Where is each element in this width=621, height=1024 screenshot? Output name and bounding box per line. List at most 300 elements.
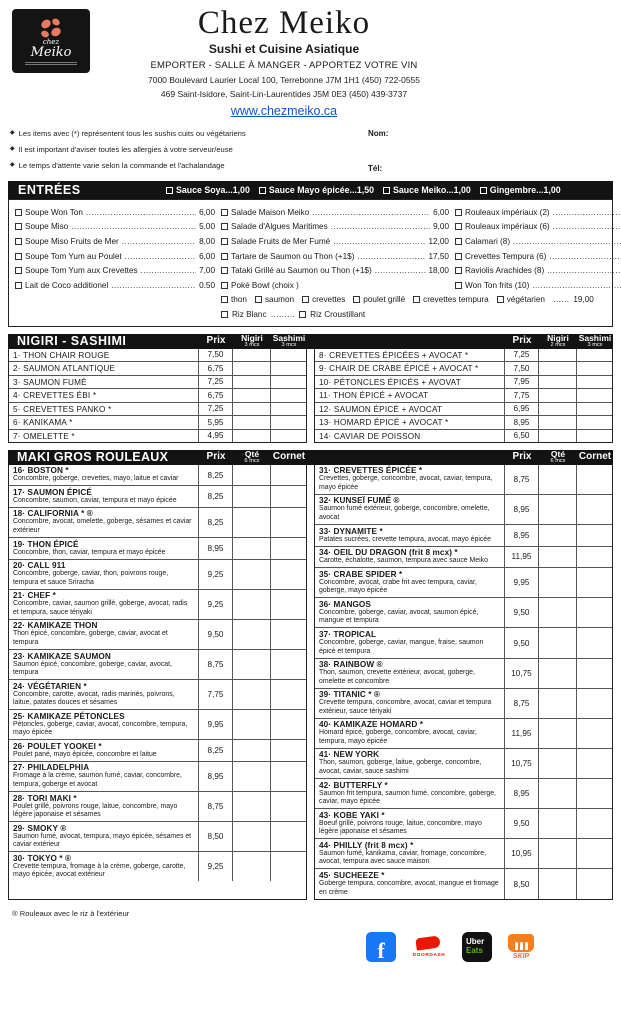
dot-leader xyxy=(547,266,621,275)
item-name: thon xyxy=(231,295,247,305)
qty-cell[interactable] xyxy=(576,389,612,402)
qty-cell[interactable] xyxy=(538,809,576,838)
cornet-cell[interactable] xyxy=(270,740,306,761)
qty-cell[interactable] xyxy=(538,568,576,597)
column-header xyxy=(233,450,271,465)
bullet-icon: ◆ xyxy=(10,146,15,152)
qty-cell[interactable] xyxy=(538,403,576,416)
item-cell xyxy=(315,598,504,627)
cornet-cell[interactable] xyxy=(576,465,612,494)
col-label: Qté xyxy=(550,449,566,460)
checkbox-icon[interactable] xyxy=(455,267,462,274)
qty-cell[interactable] xyxy=(232,465,270,486)
qty-cell[interactable] xyxy=(538,659,576,688)
cornet-cell[interactable] xyxy=(576,749,612,778)
cornet-cell[interactable] xyxy=(270,680,306,709)
checkbox-icon[interactable] xyxy=(455,209,462,216)
table-row xyxy=(315,465,612,494)
list-item xyxy=(15,249,215,264)
item-price: 10,75 xyxy=(504,659,538,688)
col-sublabel: 6 mcx xyxy=(244,457,260,464)
item-cell xyxy=(9,792,198,821)
checkbox-icon[interactable] xyxy=(221,223,228,230)
item-name: 43· KOBE YAKI * xyxy=(319,810,385,820)
item-name: 6· KANIKAMA * xyxy=(13,418,73,428)
column-header xyxy=(539,450,577,465)
qty-cell[interactable] xyxy=(538,749,576,778)
cornet-cell[interactable] xyxy=(270,538,306,559)
checkbox-icon[interactable] xyxy=(221,311,228,318)
item-name: 20· CALL 911 xyxy=(13,561,66,571)
item-cell xyxy=(315,495,504,524)
cornet-cell[interactable] xyxy=(270,792,306,821)
nigiri-table-left xyxy=(8,349,307,444)
sauce-option xyxy=(480,185,561,195)
list-item xyxy=(455,205,621,220)
list-item xyxy=(221,263,449,278)
col-label: Cornet xyxy=(272,451,306,463)
item-desc: Concombre, goberge, caviar, avocat, saumon épicé, mangue et tempura xyxy=(319,608,479,625)
item-price: 9,25 xyxy=(198,560,232,589)
qty-cell[interactable] xyxy=(538,389,576,402)
notes-section xyxy=(10,129,613,177)
checkbox-icon[interactable] xyxy=(166,187,173,194)
qty-cell[interactable] xyxy=(270,389,306,402)
notes-list xyxy=(10,129,340,177)
col-sublabel: 3 mcx xyxy=(587,341,603,348)
dot-leader xyxy=(71,222,196,231)
qty-cell[interactable] xyxy=(538,416,576,429)
table-row xyxy=(315,567,612,597)
cornet-cell[interactable] xyxy=(270,822,306,851)
table-row xyxy=(315,688,612,718)
item-price: 9,50 xyxy=(504,628,538,657)
qty-cell[interactable] xyxy=(270,362,306,375)
item-desc: Thon épicé, concombre, goberge, caviar, avocat et tempura xyxy=(13,630,168,646)
item-name: 26· POULET YOOKEI * xyxy=(13,741,102,751)
qty-cell[interactable] xyxy=(538,779,576,808)
qty-cell[interactable] xyxy=(270,376,306,389)
table-row xyxy=(9,821,306,851)
cornet-cell[interactable] xyxy=(576,779,612,808)
cornet-cell[interactable] xyxy=(270,710,306,739)
item-price: 5,00 xyxy=(199,222,215,232)
maki-section xyxy=(8,450,613,900)
cornet-cell[interactable] xyxy=(270,650,306,679)
table-row xyxy=(315,838,612,868)
item-price: 8,95 xyxy=(504,779,538,808)
item-price: 8,25 xyxy=(198,508,232,537)
item-desc: Saumon frit tempura, saumon fumé, concombre, goberge, caviar, mayo épicée xyxy=(319,789,496,806)
checkbox-icon[interactable] xyxy=(455,223,462,230)
entrees-column xyxy=(15,205,215,293)
cornet-cell[interactable] xyxy=(576,598,612,627)
item-price: 9,95 xyxy=(504,568,538,597)
item-name: Salade d'Algues Maritimes xyxy=(231,222,328,232)
item-name: 1· THON CHAIR ROUGE xyxy=(13,350,110,360)
checkbox-icon[interactable] xyxy=(455,238,462,245)
table-row xyxy=(315,361,612,375)
item-cell xyxy=(315,779,504,808)
table-row xyxy=(315,415,612,429)
facebook-icon[interactable]: f xyxy=(366,932,396,962)
col-label: Prix xyxy=(512,334,532,346)
qty-cell[interactable] xyxy=(232,416,270,429)
item-price: 11,95 xyxy=(504,547,538,568)
poke-choice xyxy=(255,295,294,304)
item-price: 6,75 xyxy=(198,362,232,375)
item-name: Tartare de Saumon ou Thon (+1$) xyxy=(231,251,355,261)
item-desc: Crevette tempura, concombre, avocat, caviar et tempura extérieur, sauce tériyaki xyxy=(319,699,492,715)
restaurant-logo xyxy=(12,9,90,73)
website-link[interactable]: www.chezmeiko.ca xyxy=(230,104,338,119)
item-price: 17,50 xyxy=(428,251,449,261)
checkbox-icon[interactable] xyxy=(221,267,228,274)
item-name: Rouleaux impériaux (6) xyxy=(465,222,550,232)
item-cell xyxy=(9,740,198,761)
item-price: 8,00 xyxy=(199,236,215,246)
sauce-label: Sauce Soya...1,00 xyxy=(176,185,250,195)
item-price: 6,00 xyxy=(433,207,449,217)
checkbox-icon[interactable] xyxy=(221,238,228,245)
qty-cell[interactable] xyxy=(538,869,576,898)
logo-chez-text: chez xyxy=(42,38,60,46)
item-cell xyxy=(9,680,198,709)
qty-cell[interactable] xyxy=(232,486,270,507)
item-cell xyxy=(9,590,198,619)
item-price: 0.50 xyxy=(199,280,215,290)
item-desc: Concombre, caviar, saumon grillé, goberge, avocat, radis et tempura, sauce tériyaki xyxy=(13,600,188,616)
table-row xyxy=(9,619,306,649)
checkbox-icon[interactable] xyxy=(353,296,360,303)
checkbox-icon[interactable] xyxy=(299,311,306,318)
table-row xyxy=(9,649,306,679)
item-desc: Concombre, avocat, omelette, goberge, sésames et caviar extérieur xyxy=(13,518,192,534)
item-name: 13· HOMARD ÉPICÉ + AVOCAT * xyxy=(319,418,449,428)
poke-bowl-choices xyxy=(221,293,621,308)
qty-cell[interactable] xyxy=(538,362,576,375)
item-name: 33· DYNAMITE * xyxy=(319,526,383,536)
table-row xyxy=(315,494,612,524)
dot-leader xyxy=(549,252,621,261)
cornet-cell[interactable] xyxy=(576,869,612,898)
address-line-2: 469 Saint-Isidore, Saint-Lin-Laurentides J5M 0E3 (450) 439-3737 xyxy=(160,89,408,100)
ubereats-icon[interactable]: Uber Eats xyxy=(462,932,492,962)
qty-cell[interactable] xyxy=(232,740,270,761)
item-name: 30· TOKYO * ® xyxy=(13,853,72,863)
cornet-cell[interactable] xyxy=(576,809,612,838)
column-header xyxy=(505,334,539,349)
qty-cell[interactable] xyxy=(270,403,306,416)
sauce-label: Sauce Mayo épicée...1,50 xyxy=(268,185,374,195)
qty-cell[interactable] xyxy=(576,430,612,443)
dot-leader: …… xyxy=(552,295,570,305)
entrees-header-bar xyxy=(8,181,613,199)
checkbox-icon[interactable] xyxy=(259,187,266,194)
item-name: 16· BOSTON * xyxy=(13,466,69,476)
qty-cell[interactable] xyxy=(232,852,270,881)
checkbox-icon[interactable] xyxy=(221,296,228,303)
checkbox-icon[interactable] xyxy=(15,223,22,230)
qty-cell[interactable] xyxy=(232,710,270,739)
table-row xyxy=(9,375,306,389)
item-cell xyxy=(315,628,504,657)
dot-leader xyxy=(333,237,425,246)
col-sublabel: 2 mcx xyxy=(550,341,566,348)
item-cell xyxy=(315,719,504,748)
item-name: saumon xyxy=(264,295,295,305)
item-cell xyxy=(315,689,504,718)
cornet-cell[interactable] xyxy=(270,762,306,791)
item-cell xyxy=(9,852,198,881)
item-name: 25· KAMIKAZE PÉTONCLES xyxy=(13,711,125,721)
item-name: 40· KAMIKAZE HOMARD * xyxy=(319,720,423,730)
qty-cell[interactable] xyxy=(232,362,270,375)
column-header xyxy=(271,450,307,465)
address-line-1: 7000 Boulevard Laurier Local 100, Terrebonne J7M 1H1 (450) 722-0555 xyxy=(147,75,421,86)
cornet-cell[interactable] xyxy=(576,839,612,868)
table-row xyxy=(9,507,306,537)
dot-leader xyxy=(312,208,430,217)
qty-cell[interactable] xyxy=(232,590,270,619)
item-price: 8,50 xyxy=(198,822,232,851)
checkbox-icon[interactable] xyxy=(15,267,22,274)
item-name: 19· THON ÉPICÉ xyxy=(13,539,79,549)
list-item xyxy=(455,278,621,293)
table-row xyxy=(9,415,306,429)
qty-cell[interactable] xyxy=(576,376,612,389)
brand-subtitle: Sushi et Cuisine Asiatique xyxy=(208,42,360,57)
table-row xyxy=(9,361,306,375)
cornet-cell[interactable] xyxy=(270,620,306,649)
qty-cell[interactable] xyxy=(232,650,270,679)
qty-cell[interactable] xyxy=(538,839,576,868)
cornet-cell[interactable] xyxy=(270,508,306,537)
item-desc: Crevette tempura, fromage à la crème, goberge, carotte, mayo épicée, avocat extérieur xyxy=(13,862,186,879)
qty-cell[interactable] xyxy=(538,495,576,524)
qty-cell[interactable] xyxy=(538,598,576,627)
list-item xyxy=(455,249,621,264)
nigiri-table-right xyxy=(314,349,613,444)
qty-cell[interactable] xyxy=(538,430,576,443)
list-item xyxy=(15,278,215,293)
checkbox-icon[interactable] xyxy=(413,296,420,303)
item-desc: Thon, saumon, crevette extérieur, avocat, goberge, omelette et concombre xyxy=(319,669,475,685)
item-name: Tataki Grillé au Saumon ou Thon (+1$) xyxy=(231,266,372,276)
cornet-cell[interactable] xyxy=(576,719,612,748)
qty-cell[interactable] xyxy=(576,349,612,362)
cornet-cell[interactable] xyxy=(576,525,612,546)
qty-cell[interactable] xyxy=(232,792,270,821)
item-cell xyxy=(9,650,198,679)
entrees-column xyxy=(455,205,621,293)
item-name: 12· SAUMON ÉPICÉ + AVOCAT xyxy=(319,404,443,414)
qty-cell[interactable] xyxy=(538,719,576,748)
item-name: Riz Blanc xyxy=(232,309,267,319)
skip-icon[interactable]: SKIP xyxy=(508,934,534,960)
item-name: Salade Fruits de Mer Fumé xyxy=(231,236,331,246)
cornet-cell[interactable] xyxy=(270,590,306,619)
item-name: poulet grillé xyxy=(363,295,406,305)
list-item xyxy=(221,249,449,264)
item-name: 23· KAMIKAZE SAUMON xyxy=(13,651,111,661)
item-price: 11,95 xyxy=(504,719,538,748)
qty-cell[interactable] xyxy=(270,416,306,429)
item-price: 8,25 xyxy=(198,740,232,761)
qty-cell[interactable] xyxy=(232,620,270,649)
qty-cell[interactable] xyxy=(538,628,576,657)
qty-cell[interactable] xyxy=(538,465,576,494)
col-label: Prix xyxy=(512,451,532,463)
dot-leader xyxy=(553,208,621,217)
checkbox-icon[interactable] xyxy=(255,296,262,303)
checkbox-icon[interactable] xyxy=(455,282,462,289)
item-name: 45· SUCHEEZE * xyxy=(319,870,385,880)
item-desc: Patates sucrées, crevette tempura, avocat, mayo épicée xyxy=(319,535,491,543)
table-row xyxy=(315,627,612,657)
col-label: Sashimi xyxy=(578,332,612,343)
qty-cell[interactable] xyxy=(538,689,576,718)
dot-leader xyxy=(86,208,196,217)
qty-cell[interactable] xyxy=(232,822,270,851)
item-cell xyxy=(9,762,198,791)
checkbox-icon[interactable] xyxy=(15,238,22,245)
item-price: 9,25 xyxy=(198,852,232,881)
qty-cell[interactable] xyxy=(270,430,306,443)
qty-cell[interactable] xyxy=(538,376,576,389)
item-name: 27· PHILADELPHIA xyxy=(13,763,90,773)
checkbox-icon[interactable] xyxy=(221,209,228,216)
sauces-options xyxy=(166,185,561,195)
table-row xyxy=(9,679,306,709)
doordash-icon[interactable]: DOORDASH xyxy=(412,936,446,958)
checkbox-icon[interactable] xyxy=(15,209,22,216)
item-desc: Saumon fumé, avocat, tempura, mayo épicée, sésames et caviar extérieur xyxy=(13,832,192,849)
item-cell xyxy=(315,839,504,868)
item-price: 7,25 xyxy=(198,403,232,416)
item-name: 7· OMELETTE * xyxy=(13,431,75,441)
table-row xyxy=(315,718,612,748)
item-name: 42· BUTTERFLY * xyxy=(319,780,388,790)
item-name: Soupe Won Ton xyxy=(25,207,83,217)
dot-leader xyxy=(513,237,621,246)
item-price: 19,00 xyxy=(573,295,594,305)
tel-field-label: Tél: xyxy=(368,164,383,173)
cornet-cell[interactable] xyxy=(576,495,612,524)
qty-cell[interactable] xyxy=(232,376,270,389)
table-row xyxy=(9,739,306,761)
table-row xyxy=(9,709,306,739)
checkbox-icon[interactable] xyxy=(15,282,22,289)
table-row xyxy=(315,349,612,362)
item-name: crevettes xyxy=(312,295,346,305)
item-name: 17· SAUMON ÉPICÉ xyxy=(13,487,92,497)
checkbox-icon[interactable] xyxy=(221,282,228,289)
table-row xyxy=(315,388,612,402)
qty-cell[interactable] xyxy=(232,762,270,791)
col-sublabel: 6 mcx xyxy=(550,457,566,464)
qty-cell[interactable] xyxy=(232,403,270,416)
cornet-cell[interactable] xyxy=(270,852,306,881)
sauce-label: Sauce Meiko...1,00 xyxy=(392,185,471,195)
cornet-cell[interactable] xyxy=(576,568,612,597)
column-header xyxy=(199,334,233,349)
cornet-cell[interactable] xyxy=(576,659,612,688)
qty-cell[interactable] xyxy=(232,349,270,362)
checkbox-icon[interactable] xyxy=(497,296,504,303)
table-row xyxy=(9,559,306,589)
item-price: 9,95 xyxy=(198,710,232,739)
cornet-cell[interactable] xyxy=(270,465,306,486)
list-item xyxy=(15,220,215,235)
cornet-cell[interactable] xyxy=(576,628,612,657)
qty-cell[interactable] xyxy=(270,349,306,362)
item-cell xyxy=(315,547,504,568)
checkbox-icon[interactable] xyxy=(221,253,228,260)
cornet-cell[interactable] xyxy=(576,689,612,718)
list-item xyxy=(15,263,215,278)
cornet-cell[interactable] xyxy=(576,547,612,568)
brand-tagline: EMPORTER - SALLE À MANGER - APPORTEZ VOTRE VIN xyxy=(150,60,418,72)
qty-cell[interactable] xyxy=(538,349,576,362)
item-cell xyxy=(315,659,504,688)
item-price: 7,00 xyxy=(199,266,215,276)
item-price: 8,75 xyxy=(198,792,232,821)
table-row xyxy=(9,485,306,507)
item-name: végétarien xyxy=(506,295,545,305)
entrees-list xyxy=(8,199,613,327)
col-label: Sashimi xyxy=(272,332,306,343)
checkbox-icon[interactable] xyxy=(383,187,390,194)
qty-cell[interactable] xyxy=(576,403,612,416)
social-icons-row xyxy=(366,932,613,962)
qty-cell[interactable] xyxy=(232,560,270,589)
qty-cell[interactable] xyxy=(232,430,270,443)
item-price: 7,75 xyxy=(504,389,538,402)
item-desc: Concombre, thon, caviar, tempura et mayo épicée xyxy=(13,548,166,556)
checkbox-icon[interactable] xyxy=(455,253,462,260)
list-item xyxy=(455,220,621,235)
table-row xyxy=(9,537,306,559)
qty-cell[interactable] xyxy=(538,547,576,568)
qty-cell[interactable] xyxy=(232,680,270,709)
item-name: 24· VÉGÉTARIEN * xyxy=(13,681,87,691)
table-row xyxy=(315,778,612,808)
checkbox-icon[interactable] xyxy=(15,253,22,260)
qty-cell[interactable] xyxy=(232,508,270,537)
checkbox-icon[interactable] xyxy=(302,296,309,303)
item-cell xyxy=(9,710,198,739)
item-name: 34· OEIL DU DRAGON (frit 8 mcx) * xyxy=(319,548,458,558)
table-row xyxy=(315,658,612,688)
cornet-cell[interactable] xyxy=(270,486,306,507)
item-price: 8,25 xyxy=(198,486,232,507)
qty-cell[interactable] xyxy=(232,538,270,559)
item-name: 8· CREVETTES ÉPICÉES + AVOCAT * xyxy=(319,350,469,360)
cornet-cell[interactable] xyxy=(270,560,306,589)
table-row xyxy=(315,375,612,389)
item-price: 8,95 xyxy=(504,416,538,429)
qty-cell[interactable] xyxy=(576,362,612,375)
item-desc: Concombre, goberge, caviar, thon, poivrons rouge, tempura et sauce Sriracha xyxy=(13,570,169,586)
column-header xyxy=(271,334,307,349)
item-name: 2· SAUMON ATLANTIQUE xyxy=(13,364,116,374)
qty-cell[interactable] xyxy=(538,525,576,546)
qty-cell[interactable] xyxy=(576,416,612,429)
qty-cell[interactable] xyxy=(232,389,270,402)
table-row xyxy=(315,546,612,568)
checkbox-icon[interactable] xyxy=(480,187,487,194)
